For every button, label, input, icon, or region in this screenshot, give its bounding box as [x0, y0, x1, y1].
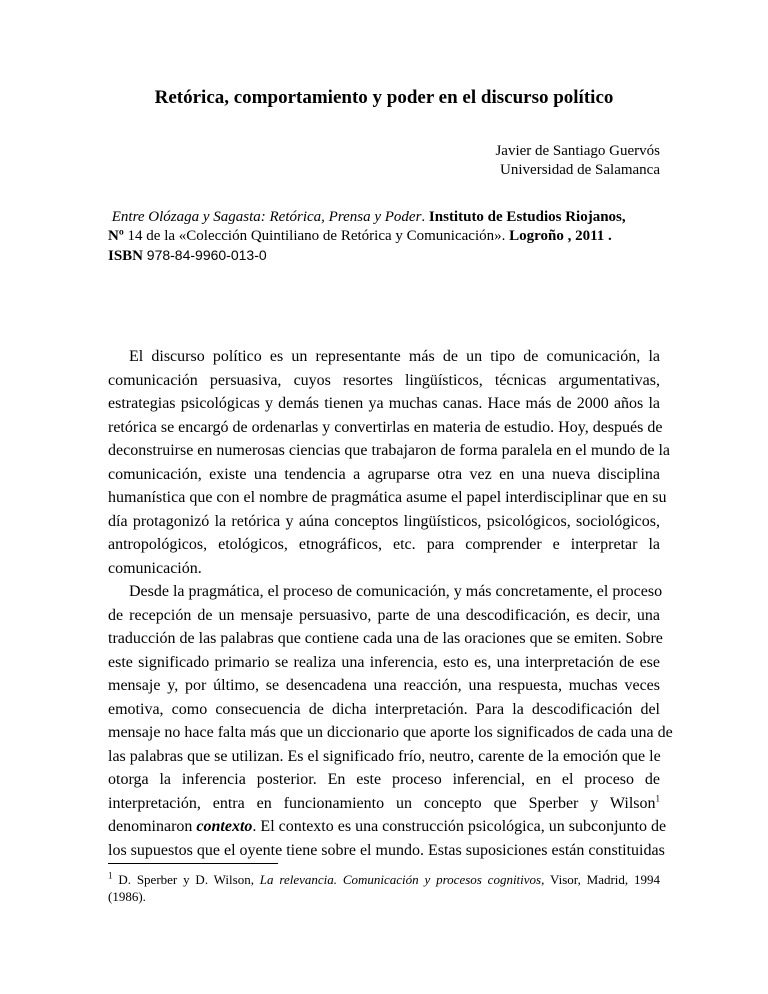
body-text	[108, 345, 673, 862]
author-name: Javier de Santiago Guervós	[495, 143, 660, 159]
text-line: traducción de las palabras que contiene cada una de las oraciones que se emiten. Sobre	[108, 630, 663, 647]
text-line: comunicación.	[108, 559, 202, 577]
paragraph-2	[108, 580, 673, 815]
isbn: 978-84-9960-013-0	[146, 247, 267, 263]
publisher: Instituto de Estudios Riojanos,	[428, 209, 626, 225]
text-line: de recepción de un mensaje persuasivo, parte de una descodificación, es decir, una	[108, 606, 660, 624]
text-line: las palabras que se utilizan. Es el significado frío, neutro, carente de la emoción que le	[108, 747, 661, 765]
text-line: El discurso político es un representante más de un tipo de comunicación, la	[129, 348, 660, 365]
term-contexto: contexto	[196, 818, 253, 835]
text-line: retórica se encargó de ordenarlas y convertirlas en materia de estudio. Hoy, después de	[108, 418, 663, 436]
text-line: estrategias psicológicas y demás tienen ya muchas canas. Hace más de 2000 años la	[108, 395, 660, 412]
text-line	[108, 815, 667, 839]
text-line	[108, 792, 660, 816]
document-title: Retórica, comportamiento y poder en el discurso político	[154, 87, 614, 108]
book-title: Entre Olózaga y Sagasta: Retórica, Prensa y Poder	[111, 209, 422, 225]
text-line: día protagonizó la retórica y aúna conceptos lingüísticos, psicológicos, sociológicos,	[108, 512, 660, 530]
place-year: Logroño , 2011 .	[509, 228, 612, 244]
text-line: antropológicos, etológicos, etnográficos, etc. para comprender e interpretar la	[108, 536, 660, 553]
author-affiliation: Universidad de Salamanca	[500, 162, 660, 178]
footnote-ref[interactable]: 1	[655, 793, 660, 804]
footnote-separator	[108, 863, 278, 864]
text-line: deconstruirse en numerosas ciencias que trabajaron de forma paralela en el mundo de la	[108, 442, 670, 459]
footnote-number: 1	[108, 870, 113, 881]
line-pre: denominaron	[108, 818, 193, 835]
text-line: Desde la pragmática, el proceso de comunicación, y más concretamente, el proceso	[129, 583, 663, 600]
text-line: los supuestos que el oyente tiene sobre el mundo. Estas suposiciones están constituidas	[108, 841, 665, 859]
footnote-title: La relevancia. Comunicación y procesos cognitivos	[259, 872, 542, 887]
text-line: comunicación persuasiva, cuyos resortes lingüísticos, técnicas argumentativas,	[108, 371, 660, 389]
citation	[108, 208, 668, 266]
collection: 14 de la «Colección Quintiliano de Retórica y Comunicación».	[127, 228, 506, 244]
text-line: humanística que con el nombre de pragmática asume el papel interdisciplinar que en su	[108, 489, 667, 506]
line-post: . El contexto es una construcción psicológica, un subconjunto de	[252, 818, 667, 835]
paragraph-1	[108, 345, 670, 580]
text-line: mensaje y, por último, se desencadena una reacción, una respuesta, muchas veces	[108, 677, 660, 694]
dot: .	[421, 209, 426, 225]
footnote-publisher: , Visor, Madrid, 1994	[541, 872, 661, 887]
text-line: otorga la inferencia posterior. En este proceso inferencial, en el proceso de	[108, 771, 660, 788]
footnote	[108, 871, 660, 905]
text-line: mensaje no hace falta más que un diccionario que aporte los significados de cada una de	[108, 724, 673, 741]
text-line: comunicación, existe una tendencia a agruparse otra vez en una nueva disciplina	[108, 465, 660, 483]
isbn-label: ISBN	[108, 248, 144, 264]
footnote-author: D. Sperber y D. Wilson,	[118, 872, 254, 887]
text-line-content: interpretación, entra en funcionamiento un concepto que Sperber y Wilson	[108, 794, 656, 812]
text-line: emotiva, como consecuencia de dicha interpretación. Para la descodificación del	[108, 700, 660, 718]
footnote-year: (1986).	[108, 889, 146, 904]
number-label: Nº	[108, 228, 124, 244]
text-line: este significado primario se realiza una inferencia, esto es, una interpretación de ese	[108, 653, 660, 671]
